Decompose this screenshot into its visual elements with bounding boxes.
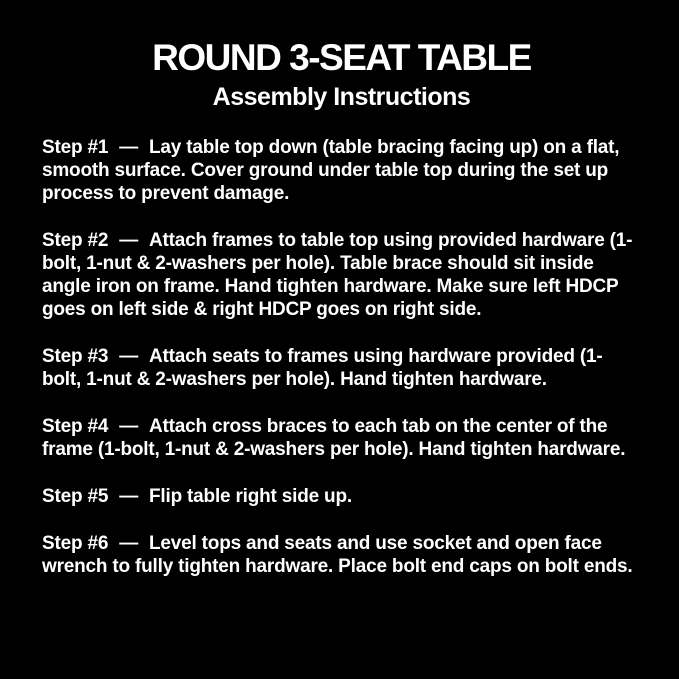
- step-label: Step #5: [42, 486, 109, 507]
- page-subtitle: Assembly Instructions: [212, 83, 471, 111]
- step-item-5: [42, 485, 641, 508]
- em-dash: —: [119, 416, 138, 437]
- page-title: ROUND 3-SEAT TABLE: [152, 37, 531, 78]
- step-item-4: [42, 415, 641, 461]
- em-dash: —: [119, 533, 138, 554]
- step-label: Step #1: [42, 137, 109, 158]
- header: [42, 36, 641, 112]
- step-label: Step #2: [42, 230, 109, 251]
- step-text: Attach seats to frames using hardware provided (1-bolt, 1-nut & 2-washers per hole). Hand tighten hardware.: [42, 346, 603, 390]
- step-text: Flip table right side up.: [149, 486, 352, 507]
- steps-list: [42, 136, 641, 578]
- em-dash: —: [119, 230, 138, 251]
- step-label: Step #3: [42, 346, 109, 367]
- step-text: Lay table top down (table bracing facing up) on a flat, smooth surface. Cover ground under table top during the set up process to prevent damage.: [42, 137, 620, 204]
- step-label: Step #6: [42, 533, 109, 554]
- step-label: Step #4: [42, 416, 109, 437]
- step-item-2: [42, 229, 641, 321]
- em-dash: —: [119, 486, 138, 507]
- step-text: Attach frames to table top using provided hardware (1-bolt, 1-nut & 2-washers per hole). Table brace should sit inside angle iron on frame. Hand tighten hardware. Make sure left HDCP goes on left side & right HDCP goes on right side.: [42, 230, 633, 320]
- em-dash: —: [119, 346, 138, 367]
- em-dash: —: [119, 137, 138, 158]
- step-text: Level tops and seats and use socket and open face wrench to fully tighten hardware. Place bolt end caps on bolt ends.: [42, 533, 633, 577]
- step-text: Attach cross braces to each tab on the center of the frame (1-bolt, 1-nut & 2-washers per hole). Hand tighten hardware.: [42, 416, 626, 460]
- step-item-3: [42, 345, 641, 391]
- step-item-6: [42, 532, 641, 578]
- step-item-1: [42, 136, 641, 205]
